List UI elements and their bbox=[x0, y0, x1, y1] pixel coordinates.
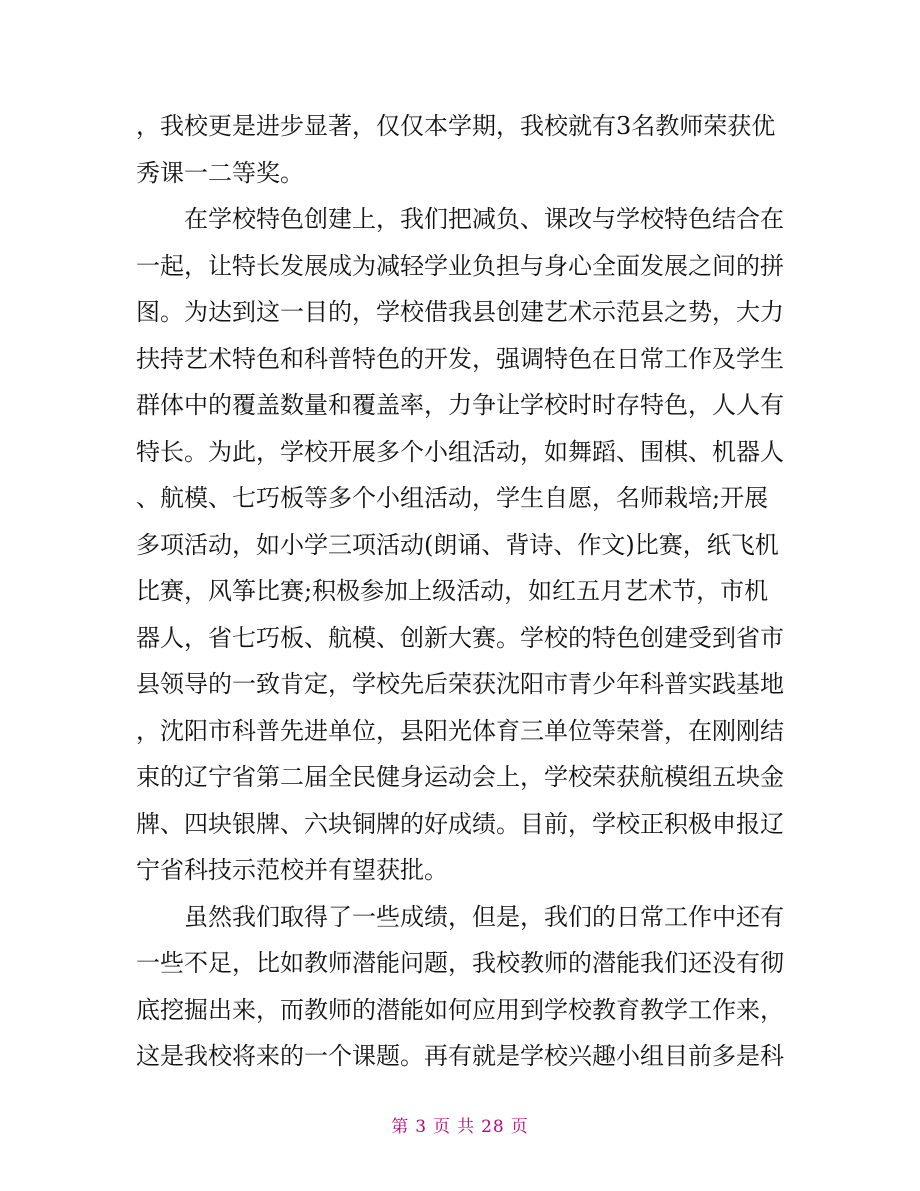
text-line: 宁省科技示范校并有望获批。 bbox=[136, 856, 448, 884]
page-footer bbox=[0, 1112, 920, 1137]
footer-total-word: 共 bbox=[457, 1117, 476, 1137]
text-line: 图。为达到这一目的，学校借我县创建艺术示范县之势，大力 bbox=[136, 298, 784, 326]
body-text bbox=[136, 103, 796, 1080]
text-line: 底挖掘出来，而教师的潜能如何应用到学校教育教学工作来， bbox=[136, 995, 784, 1024]
text-line: 群体中的覆盖数量和覆盖率，力争让学校时时存特色，人人有 bbox=[136, 391, 784, 419]
text-line: 比赛，风筝比赛;积极参加上级活动，如红五月艺术节，市机 bbox=[136, 577, 769, 605]
text-line: 束的辽宁省第二届全民健身运动会上，学校荣获航模组五块金 bbox=[136, 763, 784, 791]
footer-suffix: 页 bbox=[510, 1117, 529, 1137]
text-line: 在学校特色创建上，我们把减负、课改与学校特色结合在 bbox=[136, 205, 784, 233]
text-line: 多项活动，如小学三项活动(朗诵、背诗、作文)比赛，纸飞机 bbox=[136, 530, 779, 559]
footer-page-word: 页 bbox=[433, 1117, 452, 1137]
text-line: 器人，省七巧板、航模、创新大赛。学校的特色创建受到省市 bbox=[136, 623, 784, 652]
footer-prefix: 第 bbox=[391, 1117, 410, 1137]
text-line: ，我校更是进步显著，仅仅本学期，我校就有3名教师荣获优 bbox=[136, 112, 776, 140]
text-line: 特长。为此，学校开展多个小组活动，如舞蹈、围棋、机器人 bbox=[136, 437, 784, 466]
text-line: 扶持艺术特色和科普特色的开发，强调特色在日常工作及学生 bbox=[136, 344, 784, 373]
text-line: 、航模、七巧板等多个小组活动，学生自愿，名师栽培;开展 bbox=[136, 484, 769, 512]
text-line: 县领导的一致肯定，学校先后荣获沈阳市青少年科普实践基地 bbox=[136, 670, 784, 698]
text-line: 一些不足，比如教师潜能问题，我校教师的潜能我们还没有彻 bbox=[136, 949, 784, 977]
text-line: ，沈阳市科普先进单位，县阳光体育三单位等荣誉，在刚刚结 bbox=[136, 716, 784, 745]
text-line: 这是我校将来的一个课题。再有就是学校兴趣小组目前多是科 bbox=[136, 1042, 784, 1070]
current-page-number: 3 bbox=[415, 1117, 428, 1137]
text-line: 秀课一二等奖。 bbox=[136, 158, 304, 187]
text-line: 虽然我们取得了一些成绩，但是，我们的日常工作中还有 bbox=[136, 902, 784, 931]
total-pages-number: 28 bbox=[481, 1117, 505, 1137]
text-line: 一起，让特长发展成为减轻学业负担与身心全面发展之间的拼 bbox=[136, 251, 784, 280]
text-line: 牌、四块银牌、六块铜牌的好成绩。目前，学校正积极申报辽 bbox=[136, 809, 784, 838]
